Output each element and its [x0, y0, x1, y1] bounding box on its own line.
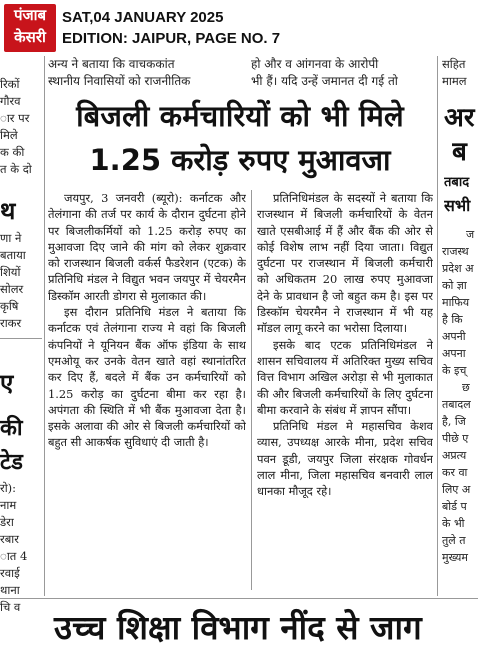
- column-rule-right: [437, 56, 438, 596]
- logo-line1: पंजाब: [13, 6, 47, 24]
- strip-line: छ: [462, 381, 470, 394]
- article-paragraph: जयपुर, 3 जनवरी (ब्यूरो): कर्नाटक और तेलंगाना की तर्ज पर कार्य के दौरान दुर्घटना होने पर बिजलीकर्मियों को 1.25 करोड़ रुपए का मुआवजा दिए जाने की मांग को लेकर शुक्रवार को राजस्थान बिजली वर्कर्स फैडरेशन (एटक) के प्रतिनिधि मंडल ने विद्युत भवन जयपुर में चेयरमैन डिस्कॉम आरती डोगरा से मुलाकात की।: [48, 191, 246, 303]
- article-paragraph: इसके बाद एटक प्रतिनिधिमंडल ने शासन सचिवालय में अतिरिक्त मुख्य सचिव वित्त विभाग अखिल अरोड़ा से भी मुलाकात की और बिजली कर्मचारियों के लिए दुर्घटना बीमा करवाने के संबंध में ज्ञापन सौंपा।: [257, 337, 433, 417]
- right-strip-top: [442, 56, 478, 90]
- top-fragment-right-2: भी हैं। यदि उन्हें जमानत दी गई तो: [251, 74, 398, 88]
- strip-line: के इच्: [442, 364, 467, 377]
- strip-line: क की: [0, 145, 25, 159]
- strip-line: सोलर: [0, 282, 24, 296]
- strip-line: रबार: [0, 532, 19, 546]
- strip-line: ार पर: [0, 111, 30, 125]
- strip-line: रो):: [0, 481, 17, 495]
- edition-info: EDITION: JAIPUR, PAGE NO. 7: [62, 30, 281, 47]
- left-strip-lines-2: [0, 230, 42, 332]
- strip-line: राजस्थ: [442, 245, 469, 258]
- strip-line: सहित: [442, 57, 466, 71]
- left-strip-heading: टेड: [0, 450, 23, 475]
- strip-line: है, जि: [442, 415, 466, 428]
- column-rule-left: [44, 56, 45, 596]
- right-strip-heading: अर: [444, 103, 475, 133]
- strip-line: मिले: [0, 128, 18, 142]
- article-paragraph: इस दौरान प्रतिनिधि मंडल ने बताया कि कर्नाटक एवं तेलंगाना राज्य मे वहां कि बिजली कंपनियों ने यूनियन बैंक ऑफ इंडिया के साथ एमओयू कर उनके वेतन खाते वहां स्थानांतरित कर दिए हैं, बदले में बैंक उन कर्मचारियों को 1.25 करोड़ का दुर्घटना बीमा कर रहा है। अपंगता की स्थिति में भी बैंक मुआवजा देता है। इसके अलावा की ओर से बिजली कर्मचारियों को बहुत सी आकर्षक सुविधाएं दी जाती है।: [48, 305, 246, 450]
- article-headline-line1: बिजली कर्मचारियों को भी मिले: [76, 99, 404, 133]
- left-strip-heading: थ: [0, 197, 16, 225]
- top-fragment-left-2: स्थानीय निवासियों को राजनीतिक: [48, 74, 191, 88]
- article-headline-line2: 1.25 करोड़ रुपए मुआवजा: [89, 143, 391, 177]
- top-fragment-right-1: हो और व आंगनवा के आरोपी: [251, 57, 379, 71]
- left-strip-divider: [0, 338, 42, 339]
- left-strip-heading: ए: [0, 369, 14, 397]
- strip-line: है कि: [442, 313, 463, 326]
- strip-line: मामल: [442, 74, 467, 88]
- strip-line: अपना: [442, 347, 466, 360]
- strip-line: राकर: [0, 316, 22, 330]
- strip-line: डेरा: [0, 515, 14, 529]
- strip-line: बताया: [0, 248, 26, 262]
- bottom-headline: उच्च शिक्षा विभाग नींद से जाग: [54, 608, 422, 647]
- strip-line: तुले त: [442, 534, 466, 547]
- strip-line: णा ने: [0, 231, 22, 245]
- right-strip-subheading: सभी: [444, 196, 471, 215]
- strip-line: कर वा: [442, 466, 468, 479]
- strip-line: अपनी: [442, 330, 466, 343]
- strip-line: पीछे ए: [442, 432, 469, 445]
- logo-line2: केसरी: [14, 28, 46, 46]
- strip-line: थाना: [0, 583, 20, 597]
- strip-line: अप्रत्य: [442, 449, 467, 462]
- strip-line: को ज्ञा: [442, 279, 467, 292]
- left-strip-heading: की: [0, 416, 23, 441]
- strip-line: बोर्ड प: [442, 500, 467, 513]
- strip-line: लिए अ: [442, 483, 471, 496]
- strip-line: रवाई: [0, 566, 20, 580]
- strip-line: नाम: [0, 498, 17, 512]
- bottom-divider: [0, 598, 478, 599]
- strip-line: रिकों: [0, 77, 20, 91]
- strip-line: ज: [466, 228, 475, 241]
- strip-line: कृषि: [0, 299, 19, 313]
- strip-line: ात 4: [0, 549, 28, 563]
- strip-line: मुख्यम: [442, 551, 468, 564]
- article-column-right: [257, 190, 433, 588]
- strip-line: प्रदेश अ: [442, 262, 474, 275]
- strip-line: के भी: [442, 517, 465, 530]
- strip-line: त के दो: [0, 162, 32, 176]
- left-strip-lines-3: [0, 480, 42, 616]
- punjab-kesari-logo: [4, 4, 56, 52]
- article-column-left: [48, 190, 246, 588]
- right-strip-heading: ब: [452, 137, 467, 167]
- left-strip-lines: [0, 76, 42, 178]
- right-strip-lines: [442, 226, 478, 566]
- strip-line: शियों: [0, 265, 21, 279]
- strip-line: माफिय: [442, 296, 470, 309]
- column-rule-middle: [251, 190, 252, 590]
- strip-line: तबादल: [442, 398, 471, 411]
- article-paragraph: प्रतिनिधिमंडल के सदस्यों ने बताया कि राजस्थान में बिजली कर्मचारियों के वेतन खाते एसबीआई में हैं और बैंक की ओर से कोई विशेष लाभ नहीं दिया जाता। विद्युत दुर्घटना पर राजस्थान में बिजली कर्मचारी को अधिकतम 20 लाख रुपए मुआवजा देने के प्रावधान है जो बहुत कम है। इस पर डिस्कॉम चेयरमैन ने राजस्थान में भी यह मॉडल लागू करने का भरोसा दिलाया।: [257, 191, 433, 336]
- top-fragment-left-1: अन्य ने बताया कि वाचककांत: [48, 57, 175, 71]
- right-strip-subheading: तबाद: [444, 175, 470, 190]
- edition-date: SAT,04 JANUARY 2025: [62, 9, 224, 26]
- article-paragraph: प्रतिनिधि मंडल मे महासचिव केशव व्यास, उपध्यक्ष आरके मीना, प्रदेश सचिव पवन डूडी, जयपुर जिला संरक्षक गोवर्धन लाल मीना, जिला महासचिव बनवारी लाल धानका मौजूद रहे।: [257, 419, 433, 499]
- strip-line: चि व: [0, 600, 21, 614]
- strip-line: गौरव: [0, 94, 21, 108]
